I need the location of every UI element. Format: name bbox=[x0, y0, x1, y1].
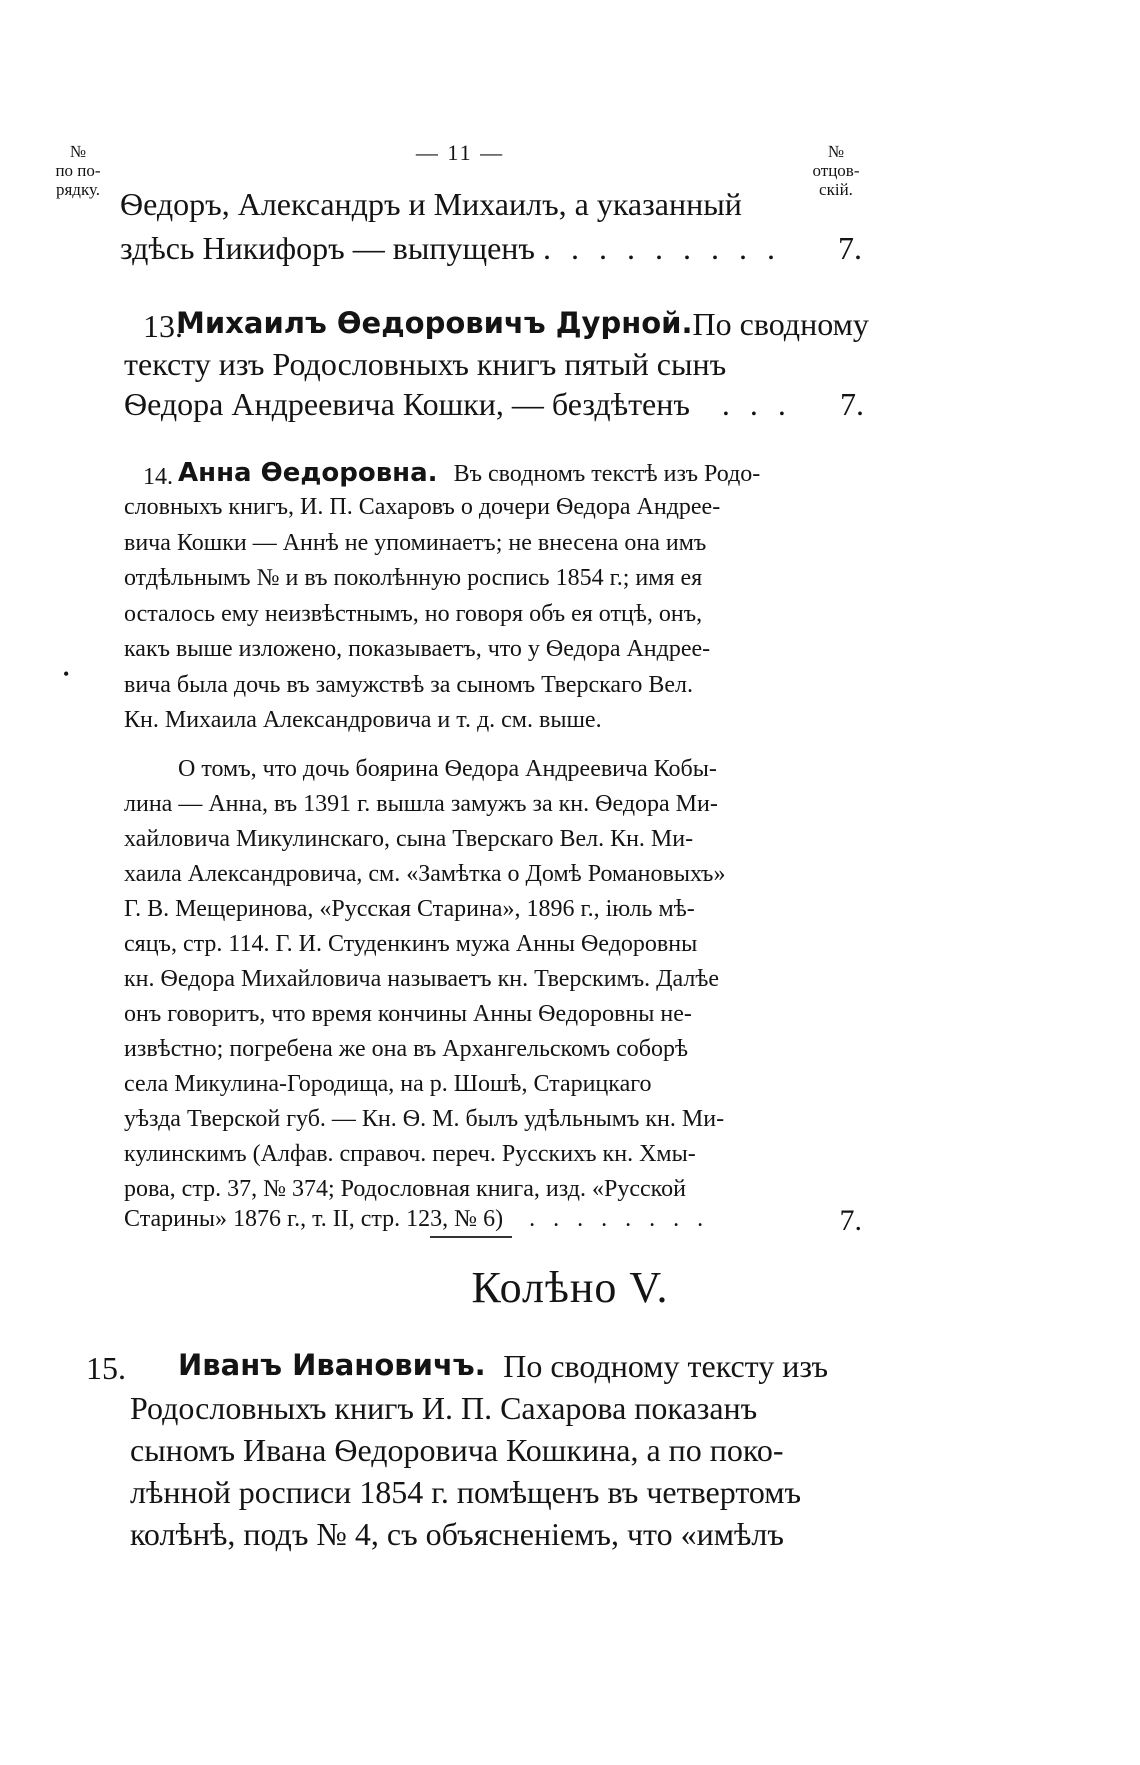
entry12-line1 bbox=[120, 186, 806, 223]
section-divider bbox=[430, 1236, 512, 1238]
entry15-line3: сыномъ Ивана Ѳедоровича Кошкина, а по поко- bbox=[130, 1432, 784, 1468]
family-reference: 7. bbox=[838, 230, 862, 266]
number-sign: № bbox=[827, 142, 845, 161]
leader-dots: . . . . . . . . bbox=[529, 1206, 710, 1232]
entry12-line2-text: здѣсь Никифоръ — выпущенъ bbox=[120, 230, 535, 266]
section-heading: Колѣно V. bbox=[471, 1263, 669, 1312]
entry15-line4: лѣнной росписи 1854 г. помѣщенъ въ четвертомъ bbox=[130, 1474, 802, 1510]
entry13-line3 bbox=[124, 386, 864, 423]
entry-title: Михаилъ Ѳедоровичъ Дурной. bbox=[176, 306, 693, 340]
entry14-last-line-text: Старины» 1876 г., т. II, стр. 123, № 6) bbox=[124, 1206, 504, 1232]
entry14-line7: вича была дочь въ замужствѣ за сыномъ Тверскаго Вел. bbox=[124, 672, 693, 698]
entry14-para2-line7: кн. Ѳедора Михайловича называетъ кн. Тверскимъ. Далѣе bbox=[124, 966, 720, 992]
entry-number: 13. bbox=[143, 308, 183, 344]
entry14-line4: отдѣльнымъ № и въ поколѣнную роспись 1854 г.; имя ея bbox=[124, 565, 703, 591]
entry14-para2-line5: Г. В. Мещеринова, «Русская Старина», 1896 г., іюль мѣ- bbox=[124, 896, 695, 922]
header-left-line2: по по- bbox=[55, 161, 101, 180]
family-reference: 7. bbox=[840, 386, 864, 422]
entry15-line1 bbox=[178, 1348, 828, 1385]
entry14-para2-line1: О томъ, что дочь боярина Ѳедора Андреевича Кобы- bbox=[178, 756, 717, 782]
entry14-line6: какъ выше изложено, показываетъ, что у Ѳедора Андрее- bbox=[124, 636, 711, 662]
entry14-line8: Кн. Михаила Александровича и т. д. см. выше. bbox=[124, 707, 602, 733]
entry14-para2-line3: хайловича Микулинскаго, сына Тверскаго Вел. Кн. Ми- bbox=[124, 826, 694, 852]
entry14-para2-line6: сяцъ, стр. 114. Г. И. Студенкинъ мужа Анны Ѳедоровны bbox=[124, 931, 698, 957]
entry-number: 14. bbox=[143, 464, 173, 490]
entry14-line3: вича Кошки — Аннѣ не упоминаетъ; не внесена она имъ bbox=[124, 530, 707, 556]
header-left-label bbox=[46, 142, 110, 199]
leader-dots: . . . . . . . . . bbox=[542, 230, 781, 266]
entry13-line1 bbox=[176, 306, 869, 343]
entry14-para2-line10: села Микулина-Городища, на р. Шошѣ, Старицкаго bbox=[124, 1071, 652, 1097]
entry15-line5: колѣнѣ, подъ № 4, съ объясненіемъ, что «имѣлъ bbox=[130, 1516, 784, 1552]
entry14-para2-line9: извѣстно; погребена же она въ Архангельскомъ соборѣ bbox=[124, 1036, 689, 1062]
entry12-line2 bbox=[120, 230, 862, 267]
margin-mark: • bbox=[63, 664, 70, 684]
entry-number: 15. bbox=[86, 1350, 126, 1386]
header-right-line3: скій. bbox=[819, 180, 853, 199]
header-right-line2: отцов- bbox=[812, 161, 860, 180]
entry13-line3-text: Ѳедора Андреевича Кошки, — бездѣтенъ bbox=[124, 386, 690, 422]
leader-dots: . . . bbox=[721, 386, 792, 422]
entry14-para2-line13: рова, стр. 37, № 374; Родословная книга, изд. «Русской bbox=[124, 1176, 686, 1202]
family-reference: 7. bbox=[839, 1204, 862, 1237]
entry12-line1-text: Ѳедоръ, Александръ и Михаилъ, а указанный bbox=[120, 186, 742, 222]
page-number: — 11 — bbox=[415, 140, 505, 165]
header-right-label bbox=[800, 142, 872, 199]
entry14-line5: осталось ему неизвѣстнымъ, но говоря объ ея отцѣ, онъ, bbox=[124, 601, 703, 627]
entry14-para2-line12: кулинскимъ (Алфав. справоч. переч. Русскихъ кн. Хмы- bbox=[124, 1141, 696, 1167]
entry14-line1 bbox=[178, 458, 828, 488]
entry14-line2: словныхъ книгъ, И. П. Сахаровъ о дочери Ѳедора Андрее- bbox=[124, 494, 721, 520]
entry14-line1-rest: Въ сводномъ текстѣ изъ Родо- bbox=[453, 461, 761, 487]
entry14-para2-line4: хаила Александровича, см. «Замѣтка о Домѣ Романовыхъ» bbox=[124, 861, 726, 887]
entry14-para2-line11: уѣзда Тверской губ. — Кн. Ѳ. М. былъ удѣльнымъ кн. Ми- bbox=[124, 1106, 725, 1132]
number-sign: № bbox=[69, 142, 87, 161]
entry15-line1-rest: По сводному тексту изъ bbox=[503, 1348, 828, 1384]
entry13-line1-rest: По сводному bbox=[692, 306, 869, 342]
entry-title: Анна Ѳедоровна. bbox=[178, 458, 438, 488]
header-left-line3: рядку. bbox=[55, 180, 101, 199]
entry-title: Иванъ Ивановичъ. bbox=[178, 1348, 486, 1382]
entry14-last-line bbox=[124, 1204, 862, 1237]
entry14-para2-line8: онъ говоритъ, что время кончины Анны Ѳедоровны не- bbox=[124, 1001, 692, 1027]
entry15-line2: Родословныхъ книгъ И. П. Сахарова показанъ bbox=[130, 1390, 758, 1426]
entry14-para2-line2: лина — Анна, въ 1391 г. вышла замужъ за кн. Ѳедора Ми- bbox=[124, 791, 718, 817]
entry13-line2: тексту изъ Родословныхъ книгъ пятый сынъ bbox=[124, 346, 727, 382]
